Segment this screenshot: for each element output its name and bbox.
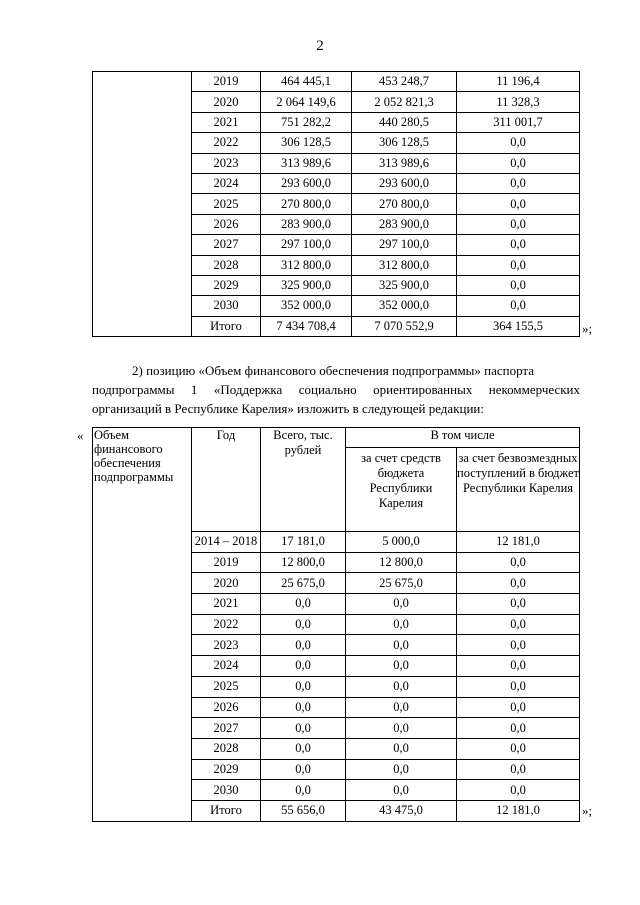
table2-cell-free: 0,0 [457, 738, 580, 759]
table2-opening-mark: « [77, 428, 84, 443]
header-free: за счет безвозмездных поступлений в бюджет Республики Карелия [457, 448, 580, 532]
table1-cell-year: 2024 [192, 173, 261, 193]
table1-cell-total: 283 900,0 [261, 214, 352, 234]
table1-cell-total: 2 064 149,6 [261, 92, 352, 112]
table2-cell-total: 0,0 [261, 594, 346, 615]
table2-cell-budget: 0,0 [346, 656, 457, 677]
table2-cell-total: 0,0 [261, 676, 346, 697]
table1-cell-free: 0,0 [457, 214, 580, 234]
table2-cell-budget: 0,0 [346, 718, 457, 739]
table2-cell-free: 12 181,0 [457, 800, 580, 821]
table1-cell-free: 11 196,4 [457, 72, 580, 92]
table1-cell-budget: 270 800,0 [352, 194, 457, 214]
table1-cell-year: 2029 [192, 275, 261, 295]
header-total: Всего, тыс. рублей [261, 428, 346, 532]
table2-cell-free: 0,0 [457, 594, 580, 615]
table1-cell-budget: 352 000,0 [352, 296, 457, 316]
table2-closing-mark: »; [582, 803, 593, 818]
table1-cell-year: 2023 [192, 153, 261, 173]
table1-cell-free: 0,0 [457, 235, 580, 255]
table2-cell-budget: 25 675,0 [346, 573, 457, 594]
table1-cell-free: 0,0 [457, 173, 580, 193]
table2-cell-year: 2022 [192, 614, 261, 635]
table1-cell-total: 270 800,0 [261, 194, 352, 214]
table1-cell-free: 364 155,5 [457, 316, 580, 336]
table2-cell-free: 0,0 [457, 697, 580, 718]
table1-cell-total: 7 434 708,4 [261, 316, 352, 336]
table2-cell-budget: 0,0 [346, 594, 457, 615]
table2-cell-total: 0,0 [261, 656, 346, 677]
table1-row [93, 72, 580, 92]
table1-cell-free: 0,0 [457, 194, 580, 214]
table1-cell-total: 306 128,5 [261, 133, 352, 153]
table2-cell-total: 0,0 [261, 697, 346, 718]
table2-cell-total: 12 800,0 [261, 552, 346, 573]
table2-header-row-1 [93, 428, 580, 448]
table1-cell-budget: 453 248,7 [352, 72, 457, 92]
table1-cell-free: 0,0 [457, 153, 580, 173]
table2-cell-total: 0,0 [261, 759, 346, 780]
table2-cell-year: 2027 [192, 718, 261, 739]
table1-cell-budget: 2 052 821,3 [352, 92, 457, 112]
table2-cell-total: 55 656,0 [261, 800, 346, 821]
paragraph-line-2: подпрограммы 1 «Поддержка социально ориентированных некоммерческих [92, 382, 580, 397]
table2-cell-budget: 5 000,0 [346, 532, 457, 553]
table2-cell-total: 17 181,0 [261, 532, 346, 553]
table2-cell-free: 0,0 [457, 614, 580, 635]
table2-cell-free: 0,0 [457, 759, 580, 780]
table1-cell-budget: 297 100,0 [352, 235, 457, 255]
table2-cell-free: 0,0 [457, 718, 580, 739]
paragraph-line-1: 2) позицию «Объем финансового обеспечения подпрограммы» паспорта [132, 363, 535, 378]
table1-cell-budget: 306 128,5 [352, 133, 457, 153]
table2-cell-free: 0,0 [457, 552, 580, 573]
table2-cell-free: 0,0 [457, 780, 580, 801]
table1-cell-free: 0,0 [457, 275, 580, 295]
table1-cell-year: 2021 [192, 112, 261, 132]
table2-cell-budget: 0,0 [346, 738, 457, 759]
table1-cell-year: 2028 [192, 255, 261, 275]
table2-cell-year: 2023 [192, 635, 261, 656]
table2-cell-year: 2024 [192, 656, 261, 677]
table2-cell-year: 2025 [192, 676, 261, 697]
table2-cell-total: 25 675,0 [261, 573, 346, 594]
table2-cell-budget: 12 800,0 [346, 552, 457, 573]
table2-cell-year: 2020 [192, 573, 261, 594]
table2-cell-budget: 0,0 [346, 676, 457, 697]
table2-cell-free: 12 181,0 [457, 532, 580, 553]
table2-cell-free: 0,0 [457, 635, 580, 656]
table1-label-cell [93, 72, 192, 337]
table1-cell-year: 2030 [192, 296, 261, 316]
table1-cell-year: Итого [192, 316, 261, 336]
table1-cell-year: 2025 [192, 194, 261, 214]
table2-cell-budget: 0,0 [346, 759, 457, 780]
table2-cell-budget: 0,0 [346, 614, 457, 635]
table2-cell-free: 0,0 [457, 656, 580, 677]
table1-cell-free: 11 328,3 [457, 92, 580, 112]
table2-cell-year: 2014 – 2018 [192, 532, 261, 553]
table1-cell-budget: 293 600,0 [352, 173, 457, 193]
paragraph-line-3: организаций в Республике Карелия» изложить в следующей редакции: [92, 401, 484, 416]
table1-cell-total: 293 600,0 [261, 173, 352, 193]
table1-cell-budget: 313 989,6 [352, 153, 457, 173]
header-budget: за счет средств бюджета Республики Карелия [346, 448, 457, 532]
table2-row-label: Объем финансового обеспечения подпрограммы [93, 428, 192, 822]
table2-cell-total: 0,0 [261, 614, 346, 635]
table1-cell-total: 313 989,6 [261, 153, 352, 173]
table1-cell-free: 311 001,7 [457, 112, 580, 132]
table1-cell-year: 2020 [192, 92, 261, 112]
table2-cell-year: 2030 [192, 780, 261, 801]
table1-cell-year: 2019 [192, 72, 261, 92]
table1-cell-budget: 283 900,0 [352, 214, 457, 234]
table1-cell-year: 2022 [192, 133, 261, 153]
table2-cell-year: 2026 [192, 697, 261, 718]
table1-cell-budget: 325 900,0 [352, 275, 457, 295]
table2-cell-budget: 0,0 [346, 635, 457, 656]
table2-cell-budget: 43 475,0 [346, 800, 457, 821]
table2-cell-total: 0,0 [261, 718, 346, 739]
table2-cell-year: 2029 [192, 759, 261, 780]
table2-cell-free: 0,0 [457, 573, 580, 594]
table2-cell-free: 0,0 [457, 676, 580, 697]
subprogram-financing-table [92, 427, 580, 822]
table2-cell-budget: 0,0 [346, 780, 457, 801]
table2-cell-total: 0,0 [261, 738, 346, 759]
table1-cell-budget: 440 280,5 [352, 112, 457, 132]
table1-cell-free: 0,0 [457, 296, 580, 316]
table1-cell-total: 297 100,0 [261, 235, 352, 255]
table2-cell-total: 0,0 [261, 635, 346, 656]
table2-cell-total: 0,0 [261, 780, 346, 801]
table1-cell-budget: 312 800,0 [352, 255, 457, 275]
table1-cell-total: 325 900,0 [261, 275, 352, 295]
table1-cell-total: 312 800,0 [261, 255, 352, 275]
table2-cell-year: 2028 [192, 738, 261, 759]
table1-cell-budget: 7 070 552,9 [352, 316, 457, 336]
table2-cell-year: 2021 [192, 594, 261, 615]
financing-table-continued [92, 71, 580, 337]
table1-closing-mark: »; [582, 321, 593, 336]
table2-cell-year: 2019 [192, 552, 261, 573]
header-year: Год [192, 428, 261, 532]
table2-cell-budget: 0,0 [346, 697, 457, 718]
table1-cell-free: 0,0 [457, 255, 580, 275]
table1-cell-year: 2027 [192, 235, 261, 255]
page-number: 2 [316, 38, 324, 54]
table2-cell-year: Итого [192, 800, 261, 821]
table1-cell-year: 2026 [192, 214, 261, 234]
table1-cell-total: 751 282,2 [261, 112, 352, 132]
header-including: В том числе [346, 428, 580, 448]
table1-cell-total: 352 000,0 [261, 296, 352, 316]
table1-cell-free: 0,0 [457, 133, 580, 153]
table1-cell-total: 464 445,1 [261, 72, 352, 92]
